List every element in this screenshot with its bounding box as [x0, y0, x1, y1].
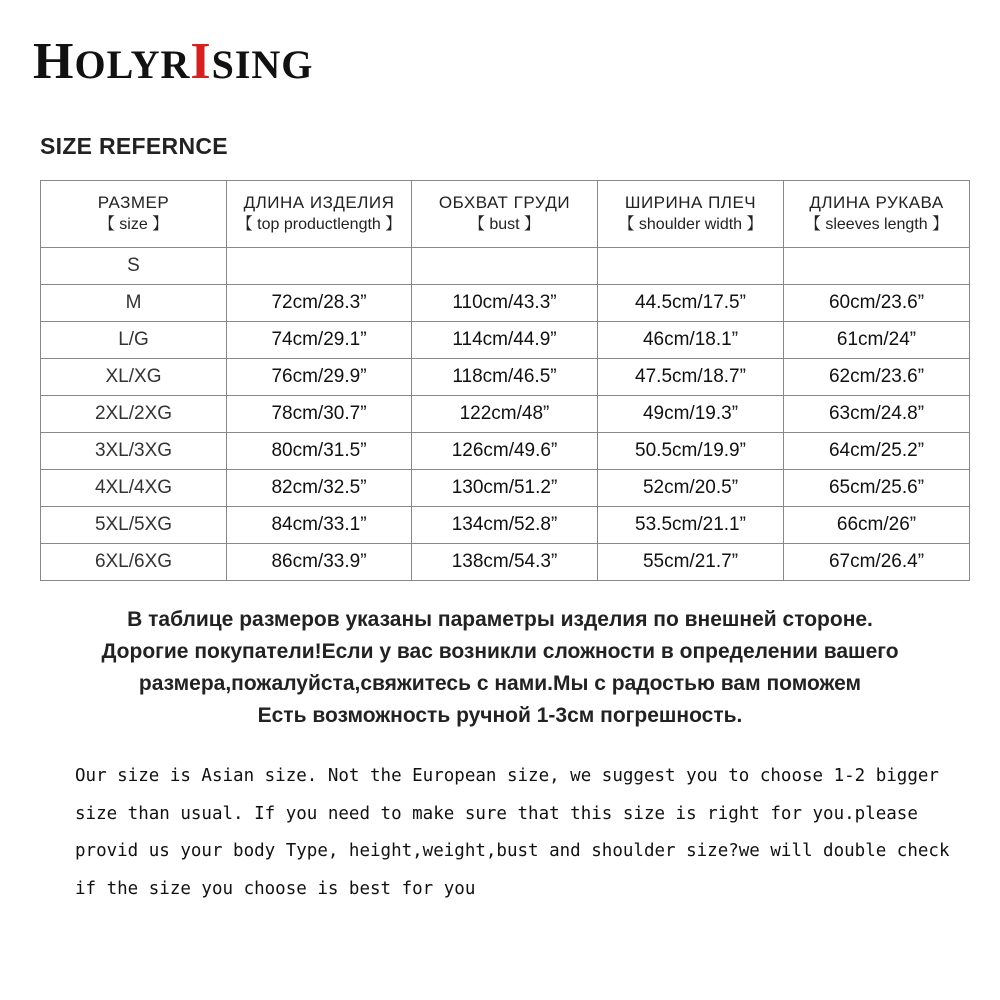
shoulder-cell: 50.5cm/19.9” — [598, 433, 784, 470]
english-note-line: size than usual. If you need to make sure that this size is right for you.please — [75, 803, 918, 824]
sleeve-cell: 62cm/23.6” — [784, 359, 970, 396]
sleeve-cell — [784, 248, 970, 285]
sleeve-cell: 60cm/23.6” — [784, 285, 970, 322]
size-cell: XL/XG — [41, 359, 227, 396]
russian-note-line: размера,пожалуйста,свяжитесь с нами.Мы с радостью вам поможем — [138, 672, 862, 695]
sleeve-cell: 67cm/26.4” — [784, 544, 970, 581]
table-row — [41, 322, 970, 359]
bust-cell — [412, 248, 598, 285]
header-bust: ОБХВАТ ГРУДИ 【 bust 】 — [412, 181, 598, 248]
length-cell: 80cm/31.5” — [227, 433, 412, 470]
size-cell: 2XL/2XG — [41, 396, 227, 433]
size-cell: 4XL/4XG — [41, 470, 227, 507]
size-cell: 3XL/3XG — [41, 433, 227, 470]
russian-note — [0, 604, 1000, 732]
shoulder-cell: 47.5cm/18.7” — [598, 359, 784, 396]
bust-cell: 138cm/54.3” — [412, 544, 598, 581]
length-cell: 86cm/33.9” — [227, 544, 412, 581]
table-row — [41, 470, 970, 507]
length-cell: 82cm/32.5” — [227, 470, 412, 507]
length-cell: 76cm/29.9” — [227, 359, 412, 396]
sleeve-cell: 65cm/25.6” — [784, 470, 970, 507]
length-cell — [227, 248, 412, 285]
shoulder-cell: 44.5cm/17.5” — [598, 285, 784, 322]
header-row — [41, 181, 970, 248]
length-cell: 72cm/28.3” — [227, 285, 412, 322]
header-size: РАЗМЕР 【 size 】 — [41, 181, 227, 248]
shoulder-cell: 46cm/18.1” — [598, 322, 784, 359]
bust-cell: 118cm/46.5” — [412, 359, 598, 396]
shoulder-cell: 55cm/21.7” — [598, 544, 784, 581]
bust-cell: 134cm/52.8” — [412, 507, 598, 544]
table-row — [41, 544, 970, 581]
header-length: ДЛИНА ИЗДЕЛИЯ 【 top productlength 】 — [227, 181, 412, 248]
sleeve-cell: 66cm/26” — [784, 507, 970, 544]
bust-cell: 126cm/49.6” — [412, 433, 598, 470]
shoulder-cell: 52cm/20.5” — [598, 470, 784, 507]
header-sleeve: ДЛИНА РУКАВА 【 sleeves length 】 — [784, 181, 970, 248]
bust-cell: 130cm/51.2” — [412, 470, 598, 507]
size-table — [40, 180, 970, 581]
russian-note-line: Дорогие покупатели!Если у вас возникли сложности в определении вашего — [101, 640, 899, 663]
sleeve-cell: 64cm/25.2” — [784, 433, 970, 470]
english-note-line: provid us your body Type, height,weight,bust and shoulder size?we will double check — [75, 841, 950, 861]
size-cell: L/G — [41, 322, 227, 359]
english-note-line: if the size you choose is best for you — [75, 878, 476, 899]
table-row — [41, 507, 970, 544]
size-cell: S — [41, 248, 227, 285]
header-shoulder: ШИРИНА ПЛЕЧ 【 shoulder width 】 — [598, 181, 784, 248]
size-cell: 6XL/6XG — [41, 544, 227, 581]
shoulder-cell: 49cm/19.3” — [598, 396, 784, 433]
sleeve-cell: 61cm/24” — [784, 322, 970, 359]
sleeve-cell: 63cm/24.8” — [784, 396, 970, 433]
length-cell: 84cm/33.1” — [227, 507, 412, 544]
length-cell: 78cm/30.7” — [227, 396, 412, 433]
length-cell: 74cm/29.1” — [227, 322, 412, 359]
bust-cell: 110cm/43.3” — [412, 285, 598, 322]
russian-note-line: В таблице размеров указаны параметры изделия по внешней стороне. — [127, 608, 873, 631]
table-row — [41, 248, 970, 285]
english-note — [75, 758, 980, 908]
table-row — [41, 359, 970, 396]
size-cell: 5XL/5XG — [41, 507, 227, 544]
russian-note-line: Есть возможность ручной 1-3см погрешность. — [257, 704, 743, 727]
bust-cell: 114cm/44.9” — [412, 322, 598, 359]
brand-logo: HOLYRISING — [33, 33, 314, 90]
english-note-line: Our size is Asian size. Not the European size, we suggest you to choose 1-2 bigger — [75, 766, 939, 786]
table-row — [41, 433, 970, 470]
table-row — [41, 285, 970, 322]
shoulder-cell — [598, 248, 784, 285]
bust-cell: 122cm/48” — [412, 396, 598, 433]
shoulder-cell: 53.5cm/21.1” — [598, 507, 784, 544]
size-cell: M — [41, 285, 227, 322]
section-title: SIZE REFERNCE — [40, 133, 228, 159]
table-row — [41, 396, 970, 433]
